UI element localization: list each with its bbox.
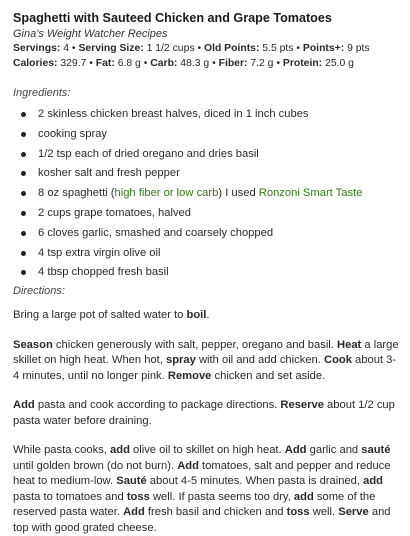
step-text: with oil and add chicken.: [195, 354, 324, 367]
ingredients-heading: Ingredients:: [13, 87, 71, 99]
bullet-icon: [21, 270, 26, 275]
separator: •: [71, 43, 76, 54]
serving-size-label: Serving Size:: [78, 43, 144, 54]
servings-label: Servings:: [13, 43, 61, 54]
recipe-source: Gina's Weight Watcher Recipes: [13, 28, 168, 40]
step-text: tomatoes, salt and pepper and reduce heat to medium-low.: [13, 459, 391, 488]
direction-step-4: [13, 443, 400, 536]
ingredients-list: [13, 105, 400, 283]
step-keyword: toss: [286, 506, 310, 519]
direction-step-2: [13, 338, 400, 385]
bullet-icon: [21, 231, 26, 236]
servings-value: 4: [60, 43, 72, 54]
bullet-icon: [21, 211, 26, 216]
ingredient-item: [13, 224, 400, 244]
ingredient-text: 2 skinless chicken breast halves, diced in 1 inch cubes: [38, 108, 309, 120]
carb-value: 48.3 g: [177, 58, 213, 69]
step-keyword: Add: [284, 444, 307, 457]
step-keyword: Add: [123, 506, 145, 519]
bullet-icon: [21, 152, 26, 157]
step-keyword: Reserve: [280, 399, 324, 412]
bullet-icon: [21, 251, 26, 256]
fat-value: 6.8 g: [114, 58, 144, 69]
step-keyword: add: [110, 444, 130, 457]
calories-label: Calories:: [13, 58, 58, 69]
step-text: garlic and: [306, 444, 362, 457]
separator: •: [89, 58, 93, 69]
ingredient-text: 4 tbsp chopped fresh basil: [38, 266, 169, 279]
step-text: until golden brown (do not burn).: [13, 459, 178, 472]
carb-label: Carb:: [150, 58, 178, 69]
step-keyword: spray: [166, 354, 196, 367]
separator: •: [212, 58, 216, 69]
step-keyword: Add: [13, 399, 35, 412]
step-keyword: Heat: [337, 338, 362, 351]
ingredient-item: [13, 164, 400, 184]
step-text: about 3-4 minutes, until no longer pink.: [13, 354, 397, 382]
step-text: olive oil to skillet on high heat.: [129, 444, 285, 457]
old-points-value: 5.5 pts: [259, 43, 297, 54]
ronzoni-link[interactable]: Ronzoni Smart Taste: [258, 187, 363, 200]
step-text: some of the reserved pasta water.: [13, 490, 376, 519]
ingredient-text: 6 cloves garlic, smashed and coarsely chopped: [38, 226, 274, 239]
fiber-value: 7.2 g: [247, 58, 277, 69]
ingredient-item: [13, 263, 400, 283]
ingredient-text: kosher salt and fresh pepper: [38, 167, 180, 180]
step-keyword: sauté: [361, 444, 391, 457]
separator: •: [197, 43, 202, 54]
step-text: chicken and set aside.: [211, 369, 326, 382]
step-text: chicken generously with salt, pepper, oregano and basil.: [52, 338, 338, 351]
separator: •: [296, 43, 301, 54]
separator: •: [276, 58, 280, 69]
bullet-icon: [21, 191, 26, 196]
ingredient-item: [13, 204, 400, 224]
step-keyword: Serve: [338, 506, 369, 519]
ingredient-text: 1/2 tsp each of dried oregano and dries basil: [38, 147, 259, 160]
ingredient-item: [13, 125, 400, 145]
step-text: well. If pasta seems too dry,: [149, 490, 294, 503]
step-keyword: Remove: [167, 369, 212, 382]
directions-heading: Directions:: [13, 285, 65, 298]
high-fiber-link[interactable]: high fiber or low carb: [114, 187, 219, 200]
points-plus-label: Points+:: [302, 43, 345, 54]
step-keyword: boil: [186, 309, 207, 322]
step-keyword: add: [363, 475, 384, 488]
step-text: about 1/2 cup pasta water before draining.: [13, 399, 395, 427]
step-keyword: add: [293, 490, 314, 503]
step-keyword: Add: [177, 459, 199, 472]
step-text: pasta to tomatoes and: [13, 490, 127, 503]
ingredient-text: ) I used: [218, 187, 259, 200]
ingredient-text: 2 cups grape tomatoes, halved: [38, 206, 191, 219]
ingredient-item-spaghetti: [13, 184, 400, 204]
step-keyword: Sauté: [116, 475, 147, 488]
bullet-icon: [21, 112, 26, 117]
step-text: well.: [309, 506, 339, 519]
nutrition-line-1: [13, 41, 400, 56]
serving-size-value: 1 1/2 cups: [143, 43, 198, 54]
step-text: Bring a large pot of salted water to: [13, 309, 187, 322]
step-text: and top with good grated cheese.: [13, 506, 391, 534]
old-points-label: Old Points:: [203, 43, 260, 54]
step-text: fresh basil and chicken and: [144, 506, 287, 519]
direction-step-1: [13, 308, 400, 324]
recipe-title: Spaghetti with Sauteed Chicken and Grape Tomatoes: [13, 11, 332, 25]
ingredient-text: 4 tsp extra virgin olive oil: [38, 246, 161, 259]
step-keyword: toss: [126, 490, 150, 503]
direction-step-3: [13, 398, 400, 429]
bullet-icon: [21, 171, 26, 176]
bullet-icon: [21, 132, 26, 137]
fat-label: Fat:: [95, 58, 115, 69]
nutrition-line-2: [13, 56, 400, 71]
step-text: a large skillet on high heat. When hot,: [13, 338, 399, 367]
calories-value: 329.7: [57, 58, 90, 69]
step-text: pasta and cook according to package directions.: [34, 399, 281, 412]
ingredient-item: [13, 244, 400, 264]
fiber-label: Fiber:: [218, 58, 248, 69]
step-keyword: Season: [13, 338, 53, 351]
ingredient-item: [13, 145, 400, 165]
step-text: While pasta cooks,: [13, 444, 111, 457]
points-plus-value: 9 pts: [344, 43, 370, 54]
ingredient-text: 8 oz spaghetti (: [38, 187, 115, 200]
ingredient-text: cooking spray: [38, 127, 108, 140]
step-text: about 4-5 minutes. When pasta is drained,: [146, 475, 364, 488]
step-text: .: [206, 309, 210, 322]
protein-label: Protein:: [282, 58, 323, 69]
separator: •: [143, 58, 148, 69]
step-keyword: Cook: [323, 354, 352, 367]
ingredient-item: [13, 105, 400, 125]
protein-value: 25.0 g: [322, 58, 354, 69]
